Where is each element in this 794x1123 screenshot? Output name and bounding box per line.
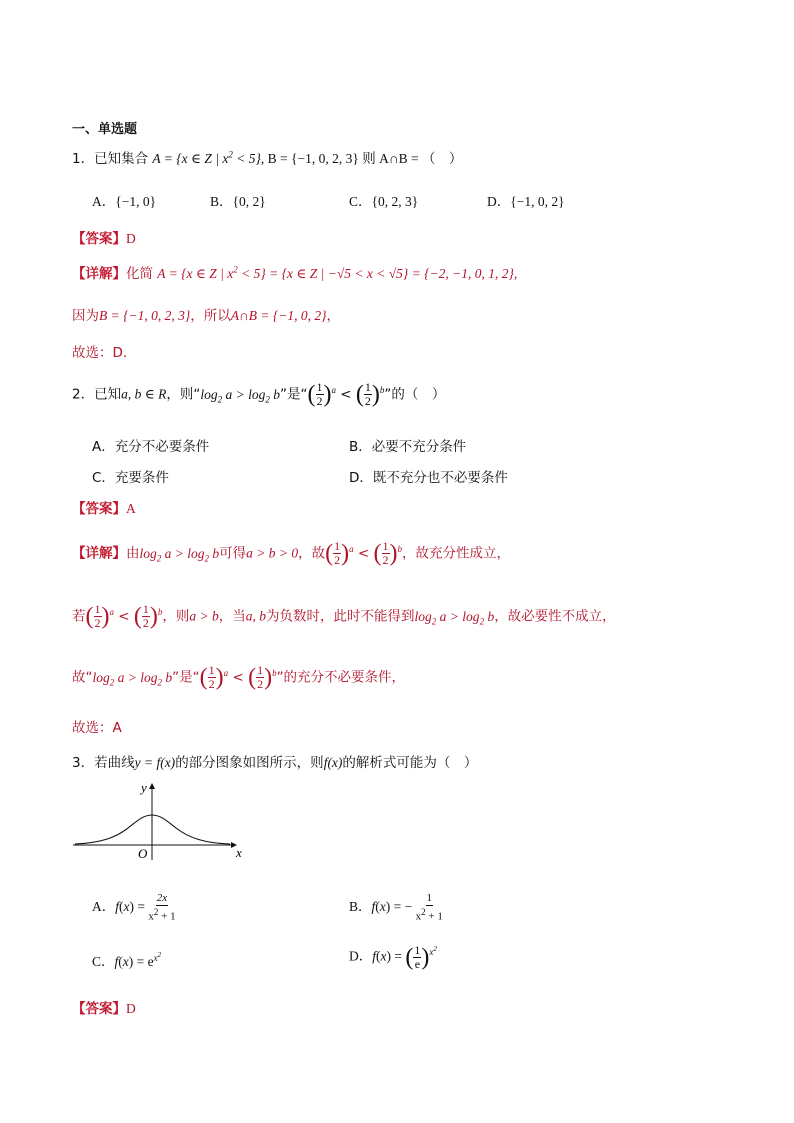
q3-graph <box>70 778 245 863</box>
q2-option-a[interactable]: A．充分不必要条件 <box>92 439 210 455</box>
q1-stem-text: 已知集合 <box>94 151 149 167</box>
section-title: 一、单选题 <box>72 122 138 137</box>
q2-detail-line2: 若( $\frac{1}{2}$ )$^a$ < ( $\frac{1}{2}$ )$^b$，则a > b，当a, b为负数时，此时不能得到$\log_2 a > \log_2 b$，故必要性不成立， <box>72 602 616 630</box>
q2-stem: 2．已知a, b ∈ R，则“$\log_2$ $a > \log_2 b$”是“( $\frac{1}{2}$ )$^a$ < ( $\frac{1}{2}$ )$^b$”的（ ） <box>72 380 446 408</box>
q2-detail-line1: 【详解】由$\log_2 a > \log_2 b$可得a > b > 0，故( $\frac{1}{2}$ )$^a$ < ( $\frac{1}{2}$ )$^b$，故充分性成立， <box>72 539 511 567</box>
q1-option-c[interactable]: C．{0, 2, 3} <box>349 194 419 209</box>
q1-answer <box>72 227 136 247</box>
q1-set-b: , B = {−1, 0, 2, 3} 则 A∩B = （ ） <box>260 151 463 166</box>
q2-answer: 【答案】A <box>72 501 136 517</box>
q1-detail-line1: 【详解】化简 A = {x ∈ Z | $x^2 < 5\} = \{x$ ∈ Z | −√5 < x < √5} = {−2, −1, 0, 1, 2}, <box>72 264 518 282</box>
q1-set-a: A = {x ∈ Z | $x^2 < 5$} <box>152 149 261 166</box>
q1-stem <box>72 147 462 167</box>
origin-label: O <box>138 846 148 861</box>
q2-option-c[interactable]: C．充要条件 <box>92 470 169 486</box>
q2-option-d[interactable]: D．既不充分也不必要条件 <box>349 470 508 486</box>
q2-detail-line3: 故“$\log_2$ $a > \log_2 b$”是“( $\frac{1}{2}$ )$^a$ < ( $\frac{1}{2}$ )$^b$”的充分不必要条件， <box>72 663 406 691</box>
answer-label: 【答案】 <box>72 231 126 247</box>
q3-stem: 3．若曲线y = f(x)的部分图象如图所示，则f(x)的解析式可能为（ ） <box>72 755 478 771</box>
q1-option-a[interactable]: A．{−1, 0} <box>92 194 157 209</box>
q3-option-c[interactable]: C．$f(x) = e^{x^2}$ <box>92 950 162 969</box>
q1-detail-line2: 因为B = {−1, 0, 2, 3}，所以A∩B = {−1, 0, 2}， <box>72 308 341 324</box>
q3-option-a[interactable]: A．f(x) = $\frac{2x}{x^2 + 1}$ <box>92 892 176 923</box>
x-axis-label: x <box>236 845 242 860</box>
q3-answer: 【答案】D <box>72 1001 136 1017</box>
q3-option-b[interactable]: B．f(x) = − $\frac{1}{x^2 + 1}$ <box>349 892 443 923</box>
q1-conclusion: 故选：D. <box>72 345 128 361</box>
q1-option-d[interactable]: D．{−1, 0, 2} <box>487 194 565 209</box>
q1-number: 1． <box>72 151 95 167</box>
detail-label: 【详解】 <box>72 266 126 282</box>
q2-option-b[interactable]: B．必要不充分条件 <box>349 439 467 455</box>
y-axis-label: y <box>141 780 147 795</box>
q3-option-d[interactable]: D．f(x) = ( $\frac{1}{e}$ )$^{x^2}$ <box>349 943 437 971</box>
answer-value: D <box>126 231 136 246</box>
q1-option-b[interactable]: B．{0, 2} <box>210 194 266 209</box>
q2-conclusion: 故选：A <box>72 720 122 736</box>
